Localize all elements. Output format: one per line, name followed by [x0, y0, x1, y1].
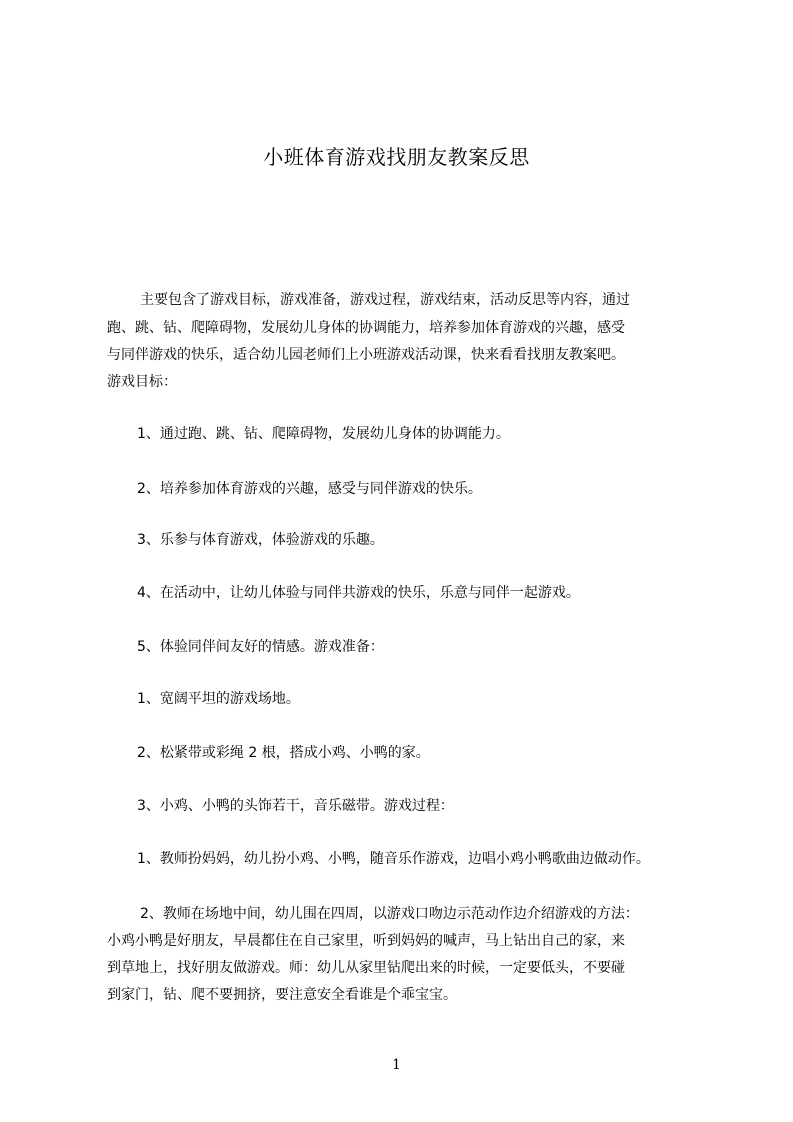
document-title: 小班体育游戏找朋友教案反思	[263, 145, 530, 169]
paragraph-line: 小鸡小鸭是好朋友，早晨都住在自己家里，听到妈妈的喊声，马上钻出自己的家，来	[107, 933, 625, 949]
list-item: 1、教师扮妈妈，幼儿扮小鸡、小鸭，随音乐作游戏，边唱小鸡小鸭歌曲边做动作。	[137, 851, 650, 867]
paragraph-line: 到家门，钻、爬不要拥挤，要注意安全看谁是个乖宝宝。	[107, 987, 457, 1003]
page-number: 1	[392, 1057, 401, 1073]
list-item: 2、松紧带或彩绳 2 根，搭成小鸡、小鸭的家。	[137, 745, 430, 761]
list-item: 2、培养参加体育游戏的兴趣，感受与同伴游戏的快乐。	[137, 481, 482, 497]
list-item: 4、在活动中，让幼儿体验与同伴共游戏的快乐，乐意与同伴一起游戏。	[137, 585, 580, 601]
list-item: 3、乐参与体育游戏，体验游戏的乐趣。	[137, 532, 384, 548]
paragraph-line: 到草地上，找好朋友做游戏。师：幼儿从家里钻爬出来的时候，一定要低头，不要碰	[107, 960, 625, 976]
list-item: 5、体验同伴间友好的情感。游戏准备：	[137, 639, 384, 655]
intro-line: 与同伴游戏的快乐，适合幼儿园老师们上小班游戏活动课，快来看看找朋友教案吧。	[107, 347, 625, 363]
list-item: 1、宽阔平坦的游戏场地。	[137, 691, 300, 707]
list-item: 1、通过跑、跳、钻、爬障碍物，发展幼儿身体的协调能力。	[137, 426, 510, 442]
intro-line: 游戏目标：	[107, 374, 177, 390]
intro-line: 跑、跳、钻、爬障碍物，发展幼儿身体的协调能力，培养参加体育游戏的兴趣，感受	[107, 320, 625, 336]
list-item: 3、小鸡、小鸭的头饰若干，音乐磁带。游戏过程：	[137, 798, 454, 814]
paragraph-line: 2、教师在场地中间，幼儿围在四周，以游戏口吻边示范动作边介绍游戏的方法：	[140, 906, 639, 922]
intro-line: 主要包含了游戏目标，游戏准备，游戏过程，游戏结束，活动反思等内容，通过	[140, 292, 630, 308]
